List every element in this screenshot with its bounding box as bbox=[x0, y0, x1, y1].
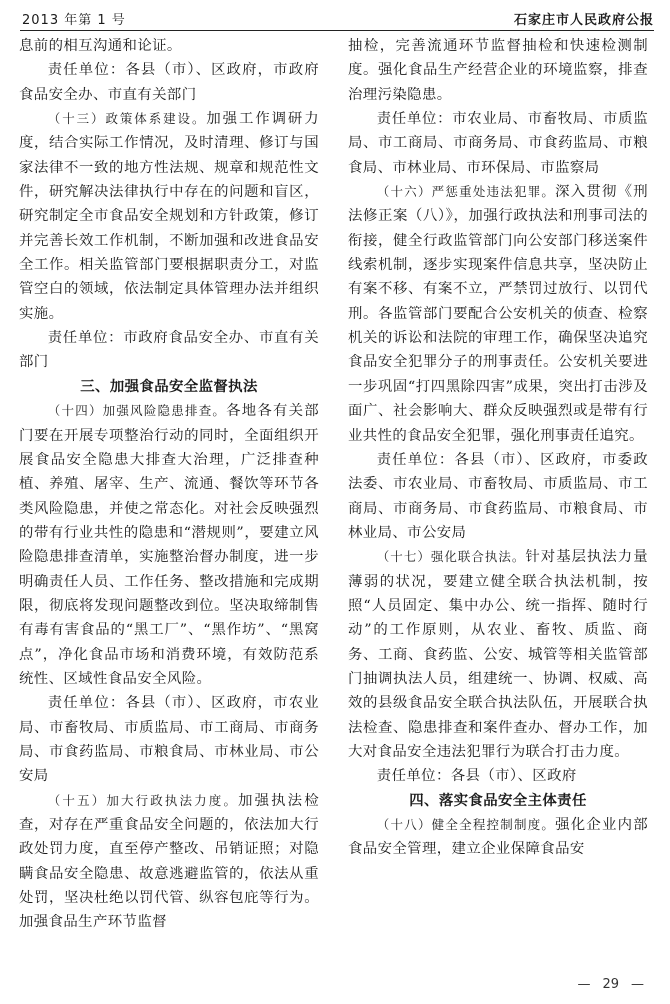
subsection-heading: （十八）健全全程控制制度。 bbox=[376, 817, 556, 832]
paragraph-body: 强化企业内部食品安全管理，建立企业保障食品安 bbox=[348, 817, 648, 858]
responsibility-paragraph: 责任单位：市农业局、市畜牧局、市质监局、市工商局、市商务局、市食药监局、市粮食局、市林业局、市环保局、市监察局 bbox=[348, 111, 648, 176]
subsection-heading: （十六）严惩重处违法犯罪。 bbox=[376, 184, 556, 200]
paragraph: 息前的相互沟通和论证。 bbox=[19, 38, 182, 54]
page-header bbox=[20, 6, 654, 31]
paragraph-body: 加强执法检查，对存在严重食品安全问题的，依法加大行政处罚力度，直至停产整改、吊销证照；对隐瞒食品安全隐患、故意逃避监管的，依法从重处罚，坚决杜绝以罚代管、纵容包庇等行为。加强食品生产环节监督 bbox=[19, 792, 319, 931]
subsection-heading: （十四）加强风险隐患排查。 bbox=[47, 403, 227, 419]
paragraph bbox=[19, 107, 319, 326]
paragraph: 抽检，完善流通环节监督抽检和快速检测制度。强化食品生产经营企业的环境监察，排查治理污染隐患。 bbox=[348, 38, 648, 103]
paragraph bbox=[348, 180, 648, 448]
dash-right: — bbox=[631, 977, 644, 992]
responsibility-paragraph: 责任单位：各县（市）、区政府 bbox=[376, 768, 577, 785]
paragraph-body: 深入贯彻《刑法修正案（八）》，加强行政执法和刑事司法的衔接，健全行政监管部门向公安部门移送案件线索机制，逐步实现案件信息共享，坚决防止有案不移、有案不立，严禁罚过放行、以罚代刑。各监管部门要配合公安机关的侦查、检察机关的诉讼和法院的审理工作，确保坚决追究食品安全犯罪分子的刑事责任。公安机关要进一步巩固“打四黑除四害”成果，突出打击涉及面广、社会影响大、群众反映强烈或是带有行业共性的食品安全犯罪，强化刑事责任追究。 bbox=[348, 184, 648, 444]
paragraph-body: 加强工作调研力度，结合实际工作情况，及时清理、修订与国家法律不一致的地方性法规、规章和规范性文件，研究解决法律执行中存在的问题和盲区，研究制定全市食品安全规划和方针政策，修订并完善长效工作机制，不断加强和改进食品安全工作。相关监管部门要根据职责分工，对监管空白的领域，依法制定具体管理办法并组织实施。 bbox=[19, 111, 319, 322]
paragraph bbox=[348, 545, 648, 764]
paragraph bbox=[19, 789, 319, 935]
paragraph bbox=[19, 399, 319, 691]
journal-title: 石家庄市人民政府公报 bbox=[513, 13, 654, 28]
paragraph-body: 针对基层执法力量薄弱的状况，要建立健全联合执法机制，按照“人员固定、集中办公、统一指挥、随时行动”的工作原则，从农业、畜牧、质监、商务、工商、食药监、公安、城管等相关监管部门抽调执法人员，组建统一、协调、权威、高效的县级食品安全联合执法队伍，开展联合执法检查、隐患排查和案件查办、督办工作，加大对食品安全违法犯罪行为联合打击力度。 bbox=[348, 549, 648, 760]
right-column bbox=[348, 34, 648, 862]
responsibility-paragraph: 责任单位：各县（市）、区政府，市农业局、市畜牧局、市质监局、市工商局、市商务局、市食药监局、市粮食局、市林业局、市公安局 bbox=[19, 695, 319, 785]
page-footer bbox=[571, 977, 650, 992]
paragraph bbox=[348, 813, 648, 862]
page-number: 29 bbox=[602, 977, 619, 992]
subsection-heading: （十七）强化联合执法。 bbox=[376, 549, 526, 565]
subsection-heading: （十三）政策体系建设。 bbox=[47, 111, 207, 127]
responsibility-paragraph: 责任单位：市政府食品安全办、市直有关部门 bbox=[19, 330, 319, 371]
section-heading: 三、加强食品安全监督执法 bbox=[80, 378, 258, 395]
responsibility-paragraph: 责任单位：各县（市）、区政府，市政府食品安全办、市直有关部门 bbox=[19, 62, 319, 103]
paragraph-body: 各地各有关部门要在开展专项整治行动的同时，全面组织开展食品安全隐患大排查大治理，广泛排查种植、养殖、屠宰、生产、流通、餐饮等环节各类风险隐患，并使之常态化。对社会反映强烈的带有行业共性的隐患和“潜规则”，要建立风险隐患排查清单，实施整治督办制度，进一步明确责任人员、工作任务、整改措施和完成期限，彻底将发现问题整改到位。坚决取缔制售有毒有害食品的“黑工厂”、“黑作坊”、“黑窝点”，净化食品市场和消费环境，有效防范系统性、区域性食品安全风险。 bbox=[19, 403, 319, 687]
subsection-heading: （十五）加大行政执法力度。 bbox=[47, 792, 239, 808]
issue-label: 2013 年第 1 号 bbox=[22, 13, 126, 28]
dash-left: — bbox=[577, 977, 591, 992]
section-heading: 四、落实食品安全主体责任 bbox=[409, 792, 587, 809]
left-column bbox=[19, 34, 319, 935]
responsibility-paragraph: 责任单位：各县（市）、区政府，市委政法委、市农业局、市畜牧局、市质监局、市工商局、市商务局、市食药监局、市粮食局、市林业局、市公安局 bbox=[348, 451, 648, 541]
